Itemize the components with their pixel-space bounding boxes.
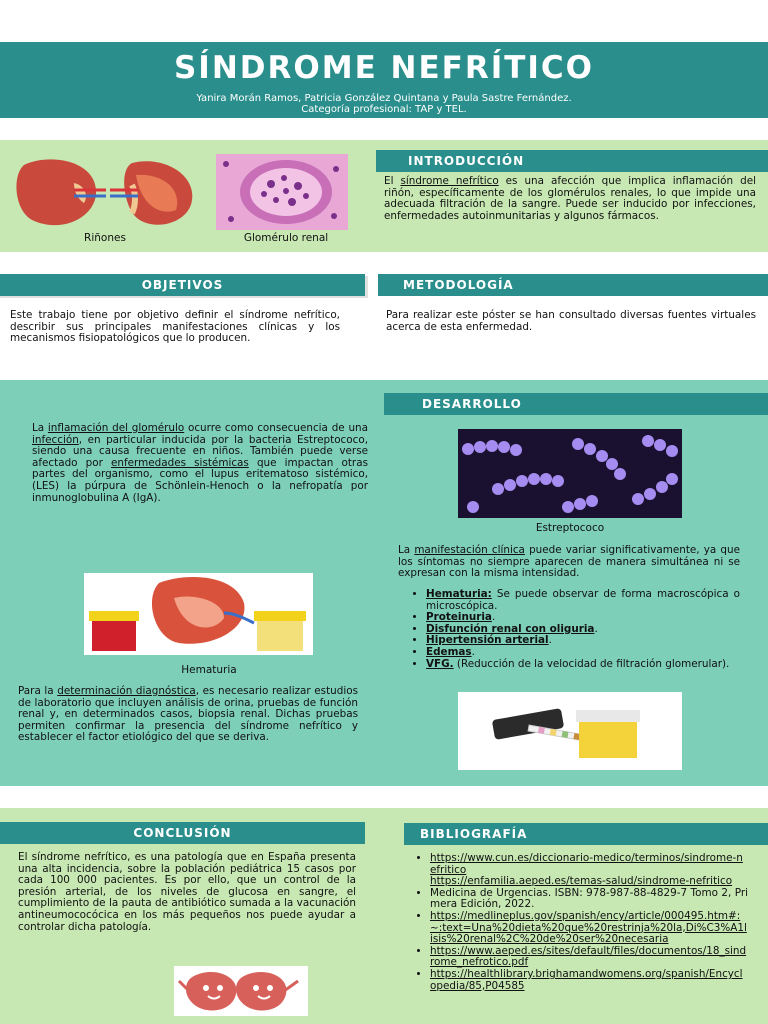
list-item: • Hipertensión arterial.: [426, 635, 740, 647]
list-item: • VFG. (Reducción de la velocidad de filtración glomerular).: [426, 659, 740, 671]
category-line: Categoría profesional: TAP y TEL.: [301, 104, 467, 115]
poster-title: SÍNDROME NEFRÍTICO: [173, 50, 595, 86]
bibliography-list: [412, 853, 748, 992]
list-item: [430, 911, 748, 946]
hematuria-caption: Hematuria: [181, 664, 237, 676]
kidney-illustration: [14, 155, 196, 230]
desarrollo-heading: DESARROLLO: [384, 393, 768, 415]
list-item: • Disfunción renal con oliguria.: [426, 624, 740, 636]
glomerulus-caption: Glomérulo renal: [243, 232, 329, 244]
list-item: • Edemas.: [426, 647, 740, 659]
list-item: • Proteinuria.: [426, 612, 740, 624]
list-item: • Hematuria: Se puede observar de forma macroscópica o microscópica.: [426, 589, 740, 612]
desarrollo-paragraph-1: La inflamación del glomérulo ocurre como consecuencia de una infección, en particular inducida por la bacteria Estreptococo, siendo una causa frecuente en niños. También puede verse afectado por enfermedades sistémicas que impactan otras partes del organismo, como el lupus eritematoso sistémico, (LES) la púrpura de Schönlein-Henoch o la nefropatía por inmunoglobulina A (IgA).: [32, 422, 368, 504]
kidney-caption: Riñones: [84, 232, 126, 244]
objetivos-heading: OBJETIVOS: [0, 274, 365, 296]
glomerulus-image: [216, 154, 348, 230]
bib-link-cun[interactable]: https://www.cun.es/diccionario-medico/terminos/sindrome-nefritico: [430, 852, 743, 876]
desarrollo-paragraph-2: La manifestación clínica puede variar significativamente, ya que los síntomas no siempre aparecen de manera simultánea ni se expresan con la misma intensidad.: [398, 544, 740, 580]
streptococcus-caption: Estreptococo: [535, 522, 605, 534]
urine-test-image: [458, 692, 682, 770]
bib-link-aeped[interactable]: https://www.aeped.es/sites/default/files/documentos/18_sindrome_nefrotico.pdf: [430, 944, 747, 969]
intro-link: síndrome nefrítico: [400, 175, 499, 187]
hematuria-image: [84, 573, 313, 655]
objetivos-text: Este trabajo tiene por objetivo definir el síndrome nefrítico, describir sus principales manifestaciones clínicas y los mecanismos fisiopatológicos que lo producen.: [10, 309, 340, 345]
bib-link-medlineplus[interactable]: https://medlineplus.gov/spanish/ency/article/000495.htm#:~:text=Una%20dieta%20que%20restrinja%20la,Di%C3%A1lisis%20renal%2C%20de%20ser%20necesaria: [430, 909, 747, 946]
list-item: [430, 946, 748, 969]
streptococcus-image: [458, 429, 682, 518]
desarrollo-paragraph-3: Para la determinación diagnóstica, es necesario realizar estudios de laboratorio que incluyen análisis de orina, pruebas de función renal y, en determinados casos, biopsia renal. Dichas pruebas permiten confirmar la presencia del síndrome nefrítico y establecer el factor etiológico del que se deriva.: [18, 685, 358, 744]
bib-link-brigham[interactable]: https://healthlibrary.brighamandwomens.org/spanish/Encyclopedia/85,P04585: [430, 967, 743, 992]
poster-header: [0, 42, 768, 118]
metodologia-text: Para realizar este póster se han consultado diversas fuentes virtuales acerca de esta enfermedad.: [386, 309, 756, 333]
list-item: [430, 969, 748, 992]
bibliografia-heading: BIBLIOGRAFÍA: [404, 823, 768, 845]
poster-authors: [0, 93, 768, 115]
symptom-list: [408, 589, 740, 670]
authors-line: Yanira Morán Ramos, Patricia González Quintana y Paula Sastre Fernández.: [196, 93, 572, 104]
list-item: [430, 853, 748, 888]
metodologia-heading: METODOLOGÍA: [378, 274, 768, 296]
list-item: • Medicina de Urgencias. ISBN: 978-987-88-4829-7 Tomo 2, Primera Edición, 2022.: [430, 888, 748, 911]
intro-heading: INTRODUCCIÓN: [376, 150, 768, 172]
conclusion-heading: CONCLUSIÓN: [0, 822, 365, 844]
conclusion-text: El síndrome nefrítico, es una patología que en España presenta una alta incidencia, sobre la población pediátrica 15 casos por cada 100 000 pacientes. Es por ello, que un control de la presión arterial, de los niveles de glucosa en sangre, el cumplimiento de la pauta de antibiótico sumada a la vacunación antineumococócica en los más pequeños nos puede ayudar a controlar dicha patología.: [18, 851, 356, 933]
bib-link-enfamilia[interactable]: https://enfamilia.aeped.es/temas-salud/sindrome-nefritico: [430, 875, 733, 888]
kidney-mascots-image: [174, 966, 308, 1016]
intro-text: El síndrome nefrítico es una afección que implica inflamación del riñón, específicamente de los glomérulos renales, lo que impide una adecuada filtración de la sangre. Puede ser inducido por infecciones, enfermedades autoinmunitarias y algunos fármacos.: [384, 175, 756, 222]
